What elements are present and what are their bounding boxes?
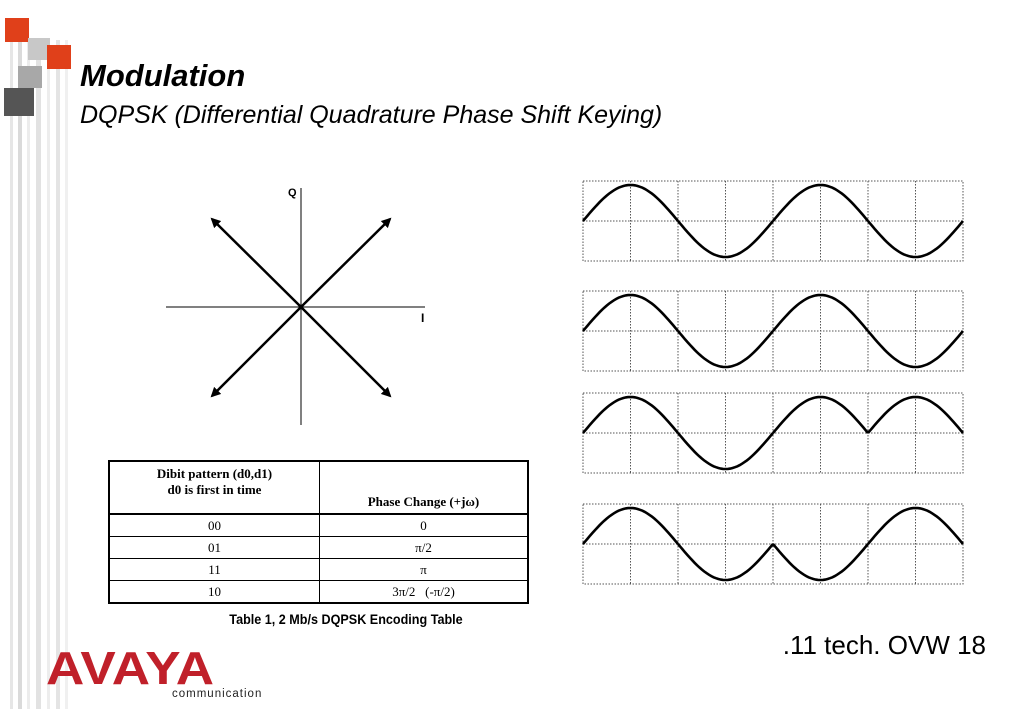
arrow-se: [301, 307, 390, 396]
waveform-panel-2: [582, 290, 964, 372]
phase-cell: π: [320, 559, 529, 581]
waveform-panel-4: [582, 503, 964, 585]
waveform-panel-1: [582, 180, 964, 262]
arrow-nw: [212, 219, 301, 307]
dibit-cell: 11: [109, 559, 320, 581]
slide-footer: .11 tech. OVW 18: [782, 630, 986, 660]
q-axis-label: Q: [288, 187, 297, 199]
logo-brand: AVAYA: [46, 644, 214, 694]
table-caption: Table 1, 2 Mb/s DQPSK Encoding Table: [229, 611, 463, 627]
table-header-row: [109, 461, 528, 514]
phase-cell: 3π/2 (-π/2): [320, 581, 529, 604]
slide-subtitle: DQPSK (Differential Quadrature Phase Shift Keying): [80, 101, 663, 129]
constellation-diagram: [160, 178, 440, 430]
avaya-logo: [46, 644, 278, 704]
dibit-cell: 00: [109, 514, 320, 537]
dibit-cell: 10: [109, 581, 320, 604]
table-row: [109, 559, 528, 581]
encoding-table: [108, 460, 529, 604]
table-row: [109, 581, 528, 604]
logo-subtext: communication: [172, 688, 263, 700]
header-phase-change: Phase Change (+jω): [320, 461, 529, 514]
phase-cell: π/2: [320, 537, 529, 559]
dibit-cell: 01: [109, 537, 320, 559]
slide-title: Modulation: [80, 58, 246, 93]
table-row: [109, 514, 528, 537]
i-axis-label: I: [421, 311, 425, 325]
waveform-panel-3: [582, 392, 964, 474]
arrow-sw: [212, 307, 301, 396]
phase-cell: 0: [320, 514, 529, 537]
header-dibit-pattern: Dibit pattern (d0,d1) d0 is first in time: [109, 461, 320, 514]
table-row: [109, 537, 528, 559]
arrow-ne: [301, 219, 390, 307]
